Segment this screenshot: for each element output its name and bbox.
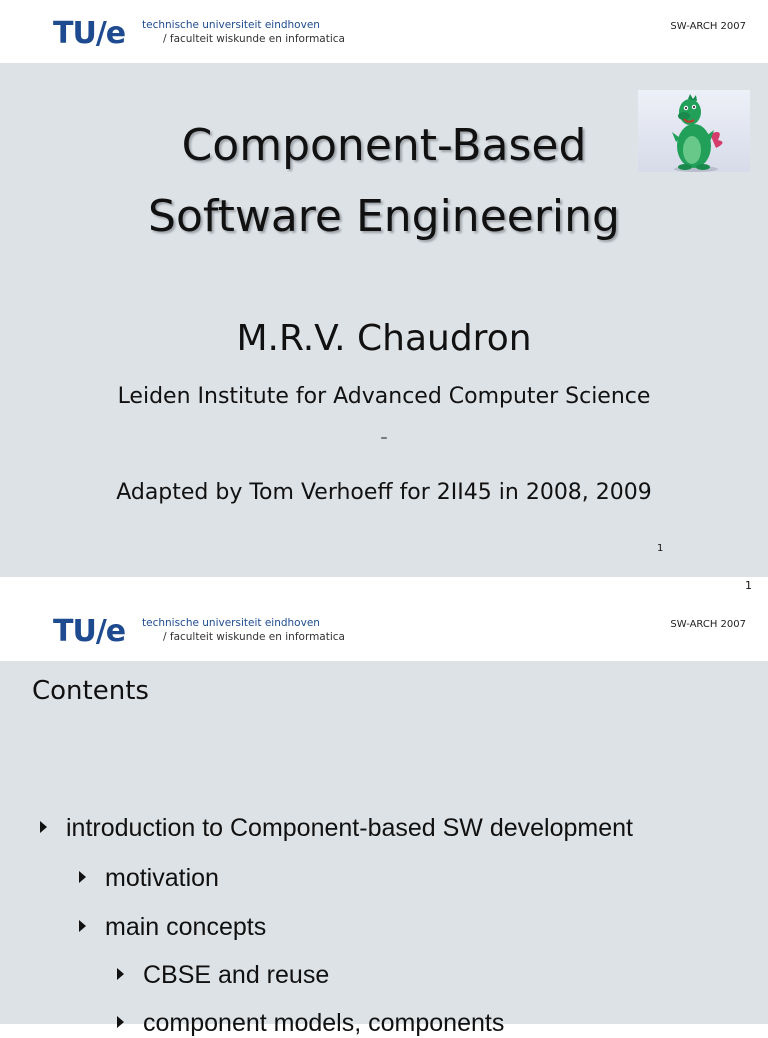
university-name: technische universiteit eindhoven	[142, 19, 320, 31]
bullet-arrow-icon	[79, 920, 86, 932]
bullet-text: component models, components	[143, 1009, 505, 1037]
tue-logo: TU/e	[53, 614, 126, 649]
course-tag: SW-ARCH 2007	[670, 619, 746, 630]
faculty-name: / faculteit wiskunde en informatica	[163, 33, 345, 45]
bullet-arrow-icon	[117, 1016, 124, 1028]
title-line-1: Component-Based	[181, 120, 587, 171]
slide-number: 1	[657, 543, 664, 554]
course-tag: SW-ARCH 2007	[670, 21, 746, 32]
bullet-arrow-icon	[40, 821, 47, 833]
bullet-arrow-icon	[117, 968, 124, 980]
bullet-item	[79, 864, 219, 893]
tue-logo: TU/e	[53, 16, 126, 51]
slide-header	[0, 0, 768, 63]
faculty-name: / faculteit wiskunde en informatica	[163, 631, 345, 643]
page-number: 1	[745, 579, 752, 592]
bullet-item	[117, 961, 329, 990]
bullet-text: CBSE and reuse	[143, 961, 330, 989]
bullet-text: motivation	[105, 864, 219, 892]
bullet-text: introduction to Component-based SW development	[66, 814, 633, 842]
bullet-arrow-icon	[79, 871, 86, 883]
bullet-item	[79, 913, 266, 942]
bullet-item	[40, 814, 633, 843]
slide-2	[0, 598, 768, 1037]
slide-header	[0, 598, 768, 661]
separator-dash: –	[380, 430, 388, 446]
university-name: technische universiteit eindhoven	[142, 617, 320, 629]
contents-title: Contents	[32, 676, 149, 706]
author-name: M.R.V. Chaudron	[236, 318, 532, 359]
dragon-mascot-image	[638, 90, 750, 172]
adaptation-note: Adapted by Tom Verhoeff for 2II45 in 2008, 2009	[116, 480, 652, 505]
affiliation: Leiden Institute for Advanced Computer Science	[117, 384, 651, 409]
bullet-text: main concepts	[105, 913, 267, 941]
title-line-2: Software Engineering	[148, 191, 620, 242]
